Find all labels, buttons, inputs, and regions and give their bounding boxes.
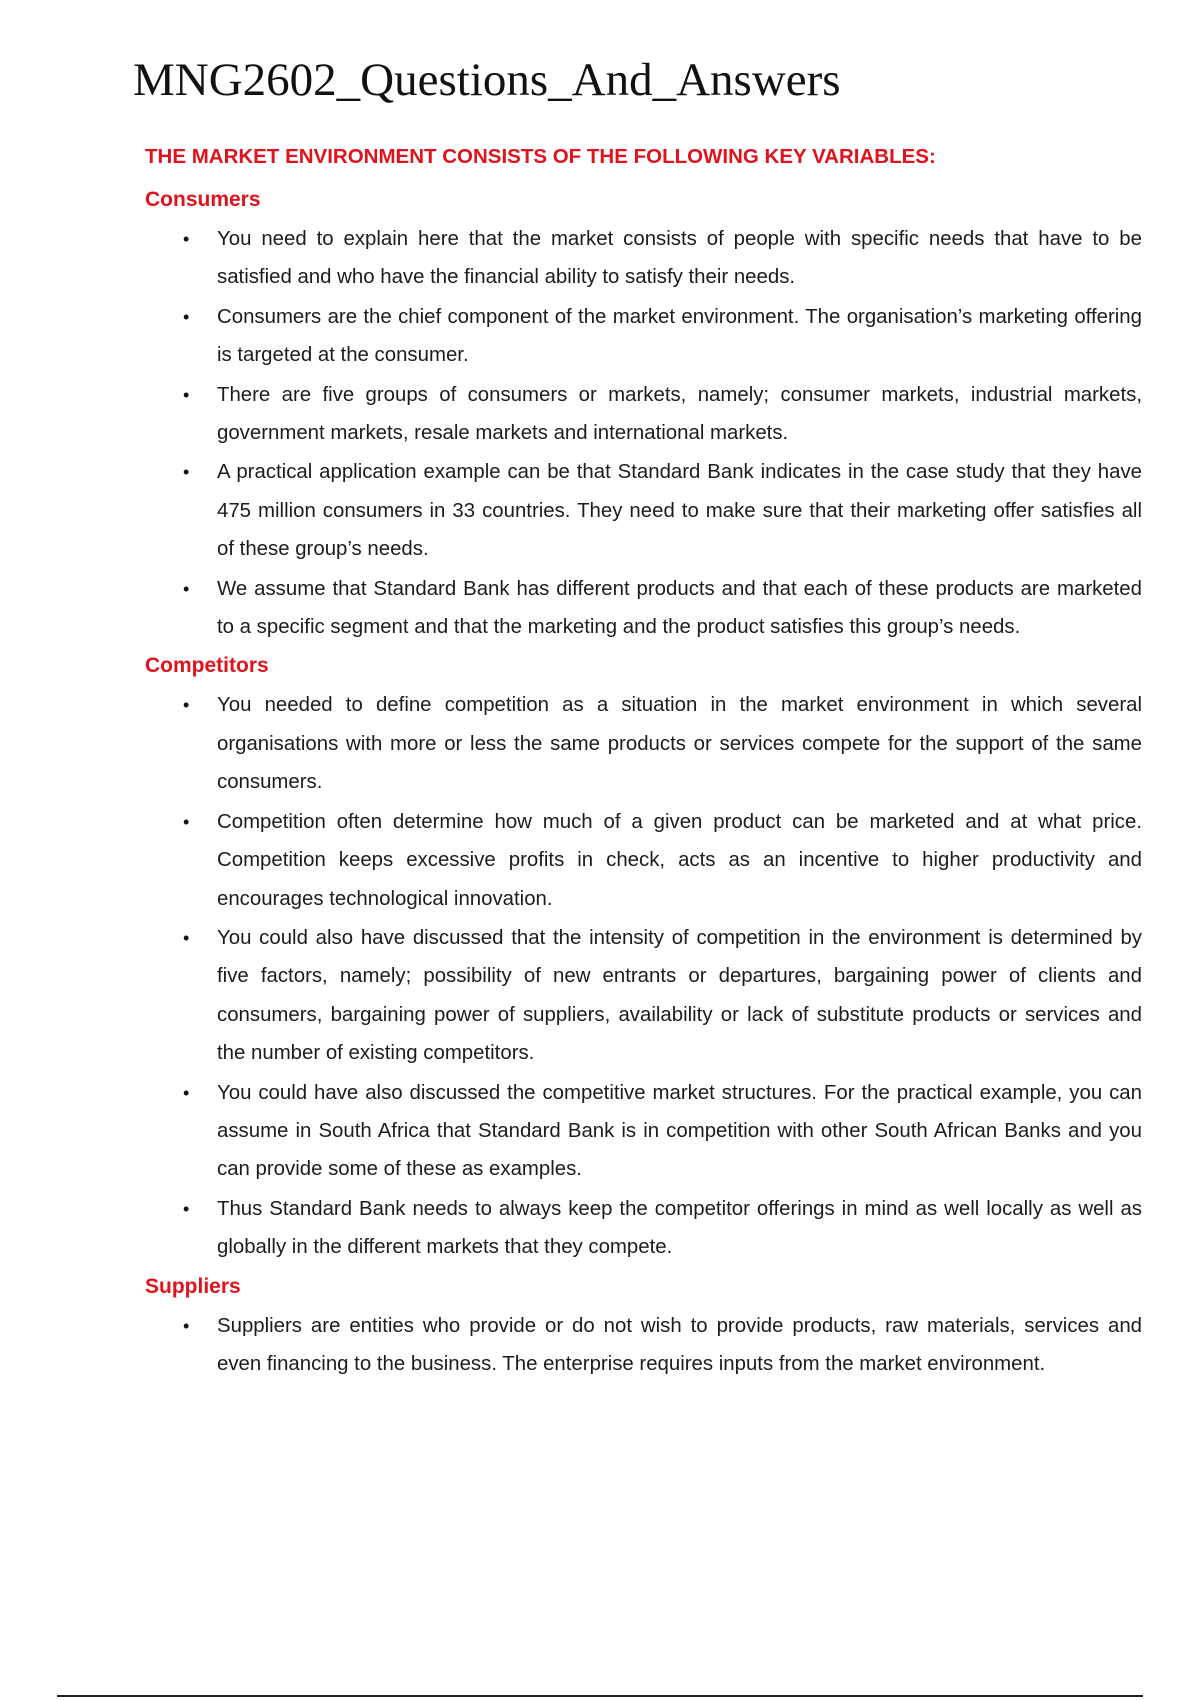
bullet-list-consumers [145,220,1142,646]
bullet-item: • Consumers are the chief component of the market environment. The organisation’s marketing offering is targeted at the consumer. [145,298,1142,375]
bullet-item: • You could have also discussed the competitive market structures. For the practical example, you can assume in South Africa that Standard Bank is in competition with other South African Banks and you can provide some of these as examples. [145,1074,1142,1189]
bullet-item: • You need to explain here that the market consists of people with specific needs that have to be satisfied and who have the financial ability to satisfy their needs. [145,220,1142,297]
bullet-item: • We assume that Standard Bank has different products and that each of these products are marketed to a specific segment and that the marketing and the product satisfies this group’s needs. [145,570,1142,647]
section-heading-consumers: Consumers [145,188,261,211]
document-body [145,142,1142,1384]
footer-divider [57,1695,1143,1697]
bullet-item: • Suppliers are entities who provide or do not wish to provide products, raw materials, services and even financing to the business. The enterprise requires inputs from the market environment. [145,1307,1142,1384]
section-suppliers [145,1268,1142,1384]
section-competitors [145,647,1142,1266]
main-heading: THE MARKET ENVIRONMENT CONSISTS OF THE FOLLOWING KEY VARIABLES: [145,145,936,168]
section-consumers [145,181,1142,646]
bullet-item: • A practical application example can be that Standard Bank indicates in the case study that they have 475 million consumers in 33 countries. They need to make sure that their marketing offer satisfies all of these group’s needs. [145,453,1142,568]
bullet-item: • Competition often determine how much of a given product can be marketed and at what price. Competition keeps excessive profits in check, acts as an incentive to higher productivity and encourages technological innovation. [145,803,1142,918]
page-title: MNG2602_Questions_And_Answers [133,54,841,106]
bullet-list-competitors [145,686,1142,1266]
bullet-item: • Thus Standard Bank needs to always keep the competitor offerings in mind as well locally as well as globally in the different markets that they compete. [145,1190,1142,1267]
section-heading-competitors: Competitors [145,654,269,678]
bullet-item: • There are five groups of consumers or markets, namely; consumer markets, industrial markets, government markets, resale markets and international markets. [145,376,1142,453]
bullet-list-suppliers [145,1307,1142,1384]
section-heading-suppliers: Suppliers [145,1274,241,1298]
bullet-item: • You needed to define competition as a situation in the market environment in which several organisations with more or less the same products or services compete for the support of the same consumers. [145,686,1142,801]
bullet-item: • You could also have discussed that the intensity of competition in the environment is determined by five factors, namely; possibility of new entrants or departures, bargaining power of clients and consumers, bargaining power of suppliers, availability or lack of substitute products or services and the number of existing competitors. [145,919,1142,1073]
